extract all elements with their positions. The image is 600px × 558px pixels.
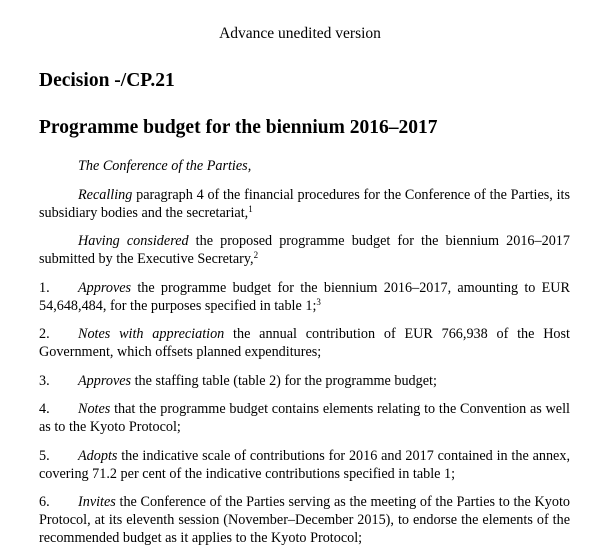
paragraph-number: 6. — [39, 494, 50, 510]
paragraph-italic: Invites — [78, 494, 116, 510]
paragraph-italic: Adopts — [78, 447, 118, 464]
decision-title: Decision -/CP.21 — [39, 70, 175, 91]
paragraph-italic: Approves — [78, 279, 132, 296]
preamble-having-considered — [39, 232, 570, 268]
paragraph-2 — [39, 325, 570, 361]
paragraph-1 — [39, 279, 570, 315]
paragraph-number: 1. — [39, 279, 50, 296]
paragraph-text: the staffing table (table 2) for the programme budget; — [131, 372, 437, 389]
preamble-italic: The Conference of the Parties, — [78, 158, 252, 174]
footnote-ref: 3 — [316, 296, 321, 307]
preamble-italic: Having considered — [78, 233, 189, 249]
paragraph-text: the annual contribution of EUR 766,938 of the Host Government, which offsets planned expenditures; — [39, 326, 570, 360]
preamble-text: paragraph 4 of the financial procedures for the Conference of the Parties, its subsidiary bodies and the secretariat, — [39, 186, 570, 221]
preamble-conference — [39, 157, 570, 175]
preamble-italic: Recalling — [78, 186, 133, 203]
paragraph-italic: Notes with appreciation — [78, 326, 225, 342]
paragraph-6 — [39, 493, 570, 547]
paragraph-text: the Conference of the Parties serving as the meeting of the Parties to the Kyoto Protocol, at its eleventh session (November–December 2015), to endorse the elements of the recommended budget as it applies to the Kyoto Protocol; — [39, 494, 570, 546]
paragraph-number: 5. — [39, 447, 50, 464]
document-body — [39, 157, 570, 558]
paragraph-number: 3. — [39, 372, 50, 389]
header-note: Advance unedited version — [219, 25, 381, 42]
document-title: Programme budget for the biennium 2016–2017 — [39, 117, 438, 138]
paragraph-text: the programme budget for the biennium 2016–2017, amounting to EUR 54,648,484, for the purposes specified in table 1; — [39, 279, 570, 314]
paragraph-number: 4. — [39, 401, 50, 417]
paragraph-4 — [39, 400, 570, 436]
paragraph-italic: Notes — [78, 401, 111, 417]
paragraph-number: 2. — [39, 326, 50, 342]
paragraph-5 — [39, 447, 570, 483]
preamble-recalling — [39, 186, 570, 222]
footnote-ref: 1 — [248, 203, 253, 214]
paragraph-italic: Approves — [78, 372, 132, 389]
footnote-ref: 2 — [253, 250, 259, 260]
paragraph-text: that the programme budget contains elements relating to the Convention as well as to the Kyoto Protocol; — [39, 401, 570, 435]
paragraph-3 — [39, 372, 570, 390]
preamble-text: the proposed programme budget for the biennium 2016–2017 submitted by the Executive Secretary, — [39, 233, 570, 267]
paragraph-text: the indicative scale of contributions for 2016 and 2017 contained in the annex, covering 71.2 per cent of the indicative contributions specified in table 1; — [39, 447, 570, 482]
